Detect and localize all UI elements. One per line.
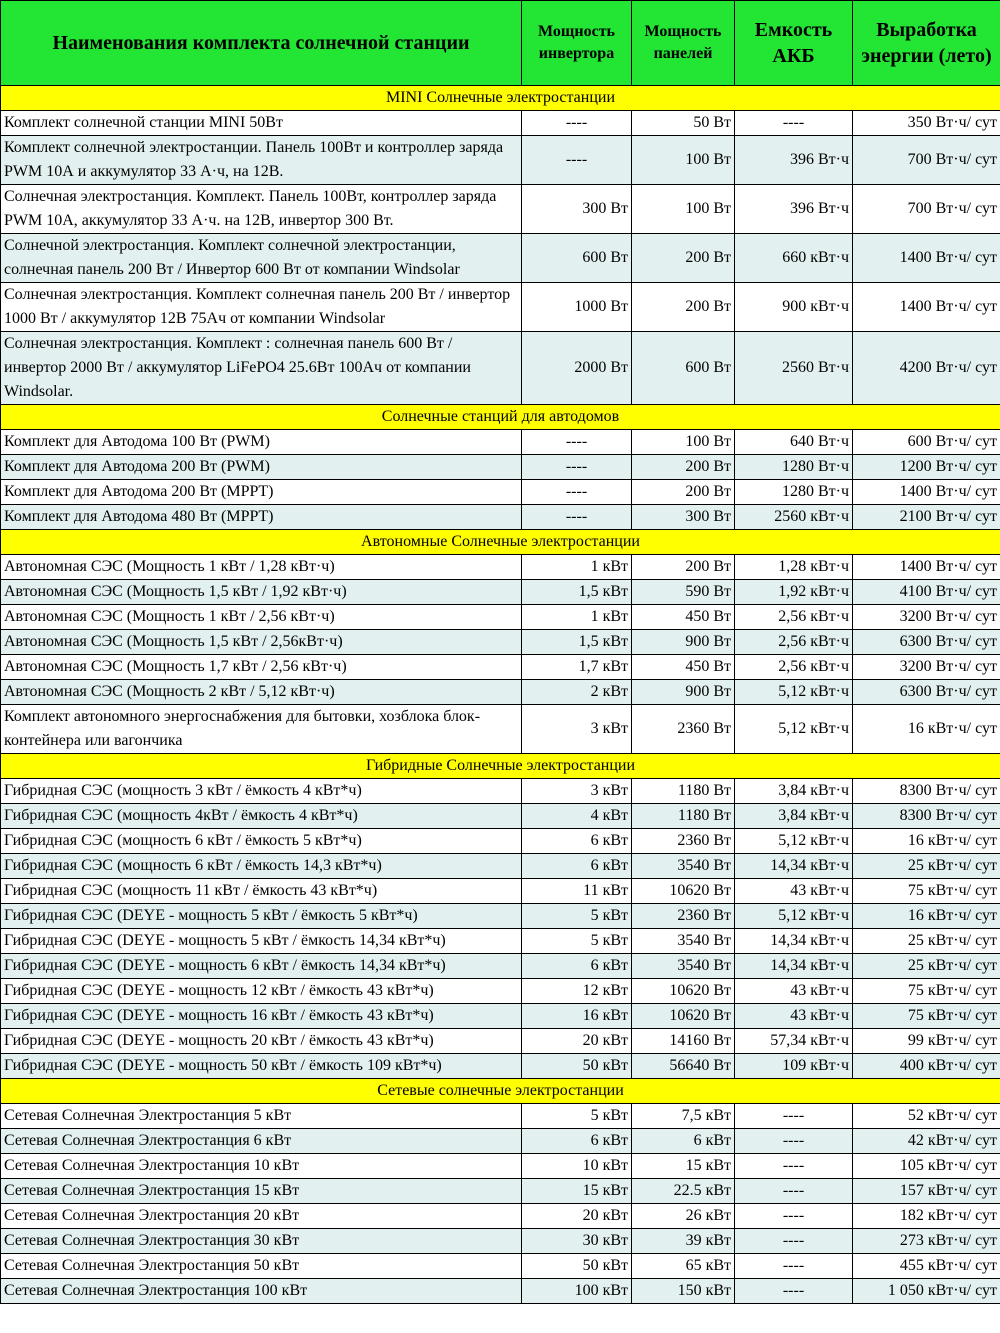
cell-energy: 2100 Вт·ч/ сут — [853, 505, 1000, 530]
cell-battery: ---- — [735, 1129, 853, 1154]
cell-panels: 450 Вт — [632, 655, 735, 680]
cell-battery: 1280 Вт·ч — [735, 480, 853, 505]
cell-energy: 25 кВт·ч/ сут — [853, 929, 1000, 954]
section-title: Сетевые солнечные электростанции — [1, 1079, 1000, 1104]
cell-name: Солнечной электростанция. Комплект солнечной электростанции, солнечная панель 200 Вт / Инвертор 600 Вт от компании Windsolar — [1, 234, 522, 283]
cell-energy: 8300 Вт·ч/ сут — [853, 804, 1000, 829]
cell-panels: 10620 Вт — [632, 1004, 735, 1029]
table-row — [1, 1229, 1000, 1254]
cell-energy: 400 кВт·ч/ сут — [853, 1054, 1000, 1079]
cell-battery: 3,84 кВт·ч — [735, 779, 853, 804]
cell-panels: 2360 Вт — [632, 829, 735, 854]
table-row — [1, 1204, 1000, 1229]
cell-energy: 4100 Вт·ч/ сут — [853, 580, 1000, 605]
table-row — [1, 555, 1000, 580]
cell-battery: ---- — [735, 1254, 853, 1279]
section-title: Солнечные станций для автодомов — [1, 405, 1000, 430]
cell-name: Комплект автономного энергоснабжения для бытовки, хозблока блок-контейнера или вагончика — [1, 705, 522, 754]
cell-energy: 105 кВт·ч/ сут — [853, 1154, 1000, 1179]
table-row — [1, 1254, 1000, 1279]
cell-energy: 700 Вт·ч/ сут — [853, 136, 1000, 185]
cell-battery: 2,56 кВт·ч — [735, 630, 853, 655]
table-row — [1, 1129, 1000, 1154]
cell-energy: 16 кВт·ч/ сут — [853, 904, 1000, 929]
cell-inverter: 2000 Вт — [522, 332, 632, 405]
cell-panels: 65 кВт — [632, 1254, 735, 1279]
cell-battery: 14,34 кВт·ч — [735, 929, 853, 954]
table-row — [1, 1054, 1000, 1079]
cell-inverter: 6 кВт — [522, 829, 632, 854]
cell-inverter: ---- — [522, 480, 632, 505]
cell-energy: 1400 Вт·ч/ сут — [853, 480, 1000, 505]
table-header — [1, 1, 1000, 86]
cell-battery: 14,34 кВт·ч — [735, 954, 853, 979]
cell-energy: 75 кВт·ч/ сут — [853, 879, 1000, 904]
cell-battery: ---- — [735, 1154, 853, 1179]
table-row — [1, 1154, 1000, 1179]
cell-energy: 700 Вт·ч/ сут — [853, 185, 1000, 234]
cell-name: Солнечная электростанция. Комплект солнечная панель 200 Вт / инвертор 1000 Вт / аккумулятор 12В 75Ач от компании Windsolar — [1, 283, 522, 332]
cell-panels: 3540 Вт — [632, 929, 735, 954]
section-header-row — [1, 530, 1000, 555]
cell-name: Гибридная СЭС (DEYE - мощность 12 кВт / ёмкость 43 кВт*ч) — [1, 979, 522, 1004]
cell-panels: 200 Вт — [632, 283, 735, 332]
cell-battery: 640 Вт·ч — [735, 430, 853, 455]
cell-name: Автономная СЭС (Мощность 1,5 кВт / 2,56кВт·ч) — [1, 630, 522, 655]
cell-energy: 6300 Вт·ч/ сут — [853, 630, 1000, 655]
cell-battery: 5,12 кВт·ч — [735, 829, 853, 854]
cell-energy: 1400 Вт·ч/ сут — [853, 283, 1000, 332]
cell-inverter: 16 кВт — [522, 1004, 632, 1029]
cell-inverter: 6 кВт — [522, 854, 632, 879]
cell-battery: 43 кВт·ч — [735, 979, 853, 1004]
cell-inverter: ---- — [522, 136, 632, 185]
table-row — [1, 954, 1000, 979]
cell-inverter: 2 кВт — [522, 680, 632, 705]
header-energy: Выработка энергии (лето) — [853, 1, 1000, 86]
cell-inverter: 600 Вт — [522, 234, 632, 283]
cell-name: Сетевая Солнечная Электростанция 5 кВт — [1, 1104, 522, 1129]
table-row — [1, 430, 1000, 455]
cell-energy: 1400 Вт·ч/ сут — [853, 555, 1000, 580]
cell-name: Сетевая Солнечная Электростанция 20 кВт — [1, 1204, 522, 1229]
table-row — [1, 1029, 1000, 1054]
cell-panels: 3540 Вт — [632, 854, 735, 879]
cell-inverter: ---- — [522, 430, 632, 455]
cell-energy: 4200 Вт·ч/ сут — [853, 332, 1000, 405]
cell-name: Солнечная электростанция. Комплект. Панель 100Вт, контроллер заряда PWM 10А, аккумулятор 33 А·ч. на 12В, инвертор 300 Вт. — [1, 185, 522, 234]
cell-energy: 8300 Вт·ч/ сут — [853, 779, 1000, 804]
cell-name: Гибридная СЭС (мощность 3 кВт / ёмкость 4 кВт*ч) — [1, 779, 522, 804]
section-title: Гибридные Солнечные электростанции — [1, 754, 1000, 779]
table-row — [1, 705, 1000, 754]
cell-inverter: 4 кВт — [522, 804, 632, 829]
cell-name: Сетевая Солнечная Электростанция 100 кВт — [1, 1279, 522, 1304]
cell-battery: 900 кВт·ч — [735, 283, 853, 332]
cell-panels: 200 Вт — [632, 234, 735, 283]
cell-panels: 200 Вт — [632, 480, 735, 505]
cell-battery: 396 Вт·ч — [735, 185, 853, 234]
table-row — [1, 480, 1000, 505]
cell-name: Комплект солнечной электростанции. Панель 100Вт и контроллер заряда PWM 10А и аккумулятор 33 А·ч, на 12В. — [1, 136, 522, 185]
cell-inverter: 5 кВт — [522, 1104, 632, 1129]
table-row — [1, 879, 1000, 904]
cell-panels: 56640 Вт — [632, 1054, 735, 1079]
cell-panels: 10620 Вт — [632, 879, 735, 904]
cell-energy: 600 Вт·ч/ сут — [853, 430, 1000, 455]
cell-name: Комплект солнечной станции MINI 50Вт — [1, 111, 522, 136]
cell-panels: 100 Вт — [632, 185, 735, 234]
cell-battery: 1,92 кВт·ч — [735, 580, 853, 605]
cell-inverter: 50 кВт — [522, 1254, 632, 1279]
table-row — [1, 455, 1000, 480]
cell-energy: 455 кВт·ч/ сут — [853, 1254, 1000, 1279]
cell-energy: 6300 Вт·ч/ сут — [853, 680, 1000, 705]
cell-energy: 350 Вт·ч/ сут — [853, 111, 1000, 136]
section-title: Автономные Солнечные электростанции — [1, 530, 1000, 555]
cell-panels: 50 Вт — [632, 111, 735, 136]
table-row — [1, 779, 1000, 804]
table-row — [1, 804, 1000, 829]
cell-inverter: 5 кВт — [522, 929, 632, 954]
cell-inverter: 20 кВт — [522, 1204, 632, 1229]
cell-energy: 75 кВт·ч/ сут — [853, 1004, 1000, 1029]
table-row — [1, 111, 1000, 136]
cell-name: Гибридная СЭС (DEYE - мощность 20 кВт / ёмкость 43 кВт*ч) — [1, 1029, 522, 1054]
cell-panels: 3540 Вт — [632, 954, 735, 979]
cell-battery: 1280 Вт·ч — [735, 455, 853, 480]
cell-panels: 2360 Вт — [632, 705, 735, 754]
cell-battery: 14,34 кВт·ч — [735, 854, 853, 879]
cell-name: Автономная СЭС (Мощность 2 кВт / 5,12 кВт·ч) — [1, 680, 522, 705]
cell-energy: 157 кВт·ч/ сут — [853, 1179, 1000, 1204]
table-row — [1, 680, 1000, 705]
cell-name: Гибридная СЭС (мощность 11 кВт / ёмкость 43 кВт*ч) — [1, 879, 522, 904]
cell-inverter: 5 кВт — [522, 904, 632, 929]
cell-battery: ---- — [735, 111, 853, 136]
section-header-row — [1, 1079, 1000, 1104]
cell-panels: 900 Вт — [632, 680, 735, 705]
cell-inverter: 30 кВт — [522, 1229, 632, 1254]
cell-inverter: ---- — [522, 455, 632, 480]
table-row — [1, 283, 1000, 332]
cell-battery: ---- — [735, 1229, 853, 1254]
cell-battery: 43 кВт·ч — [735, 1004, 853, 1029]
cell-panels: 100 Вт — [632, 430, 735, 455]
cell-panels: 26 кВт — [632, 1204, 735, 1229]
table-row — [1, 580, 1000, 605]
cell-name: Сетевая Солнечная Электростанция 50 кВт — [1, 1254, 522, 1279]
cell-energy: 182 кВт·ч/ сут — [853, 1204, 1000, 1229]
cell-inverter: 300 Вт — [522, 185, 632, 234]
table-row — [1, 332, 1000, 405]
cell-panels: 22.5 кВт — [632, 1179, 735, 1204]
cell-name: Гибридная СЭС (мощность 6 кВт / ёмкость 5 кВт*ч) — [1, 829, 522, 854]
cell-panels: 200 Вт — [632, 455, 735, 480]
cell-name: Гибридная СЭС (DEYE - мощность 50 кВт / ёмкость 109 кВт*ч) — [1, 1054, 522, 1079]
table-row — [1, 1104, 1000, 1129]
cell-battery: 109 кВт·ч — [735, 1054, 853, 1079]
section-header-row — [1, 405, 1000, 430]
cell-battery: 1,28 кВт·ч — [735, 555, 853, 580]
cell-inverter: 1 кВт — [522, 555, 632, 580]
cell-panels: 6 кВт — [632, 1129, 735, 1154]
cell-inverter: ---- — [522, 505, 632, 530]
cell-energy: 52 кВт·ч/ сут — [853, 1104, 1000, 1129]
table-row — [1, 1004, 1000, 1029]
cell-panels: 590 Вт — [632, 580, 735, 605]
table-row — [1, 630, 1000, 655]
cell-battery: 2,56 кВт·ч — [735, 655, 853, 680]
table-row — [1, 854, 1000, 879]
cell-name: Автономная СЭС (Мощность 1 кВт / 1,28 кВт·ч) — [1, 555, 522, 580]
cell-name: Гибридная СЭС (мощность 4кВт / ёмкость 4 кВт*ч) — [1, 804, 522, 829]
cell-battery: 2,56 кВт·ч — [735, 605, 853, 630]
cell-name: Комплект для Автодома 200 Вт (MPPT) — [1, 480, 522, 505]
cell-name: Комплект для Автодома 480 Вт (MPPT) — [1, 505, 522, 530]
cell-inverter: 11 кВт — [522, 879, 632, 904]
cell-name: Гибридная СЭС (DEYE - мощность 16 кВт / ёмкость 43 кВт*ч) — [1, 1004, 522, 1029]
cell-energy: 16 кВт·ч/ сут — [853, 829, 1000, 854]
cell-panels: 15 кВт — [632, 1154, 735, 1179]
cell-battery: 3,84 кВт·ч — [735, 804, 853, 829]
cell-panels: 1180 Вт — [632, 804, 735, 829]
cell-inverter: 15 кВт — [522, 1179, 632, 1204]
cell-battery: 5,12 кВт·ч — [735, 680, 853, 705]
cell-inverter: 1,5 кВт — [522, 630, 632, 655]
cell-panels: 7,5 кВт — [632, 1104, 735, 1129]
cell-inverter: 1000 Вт — [522, 283, 632, 332]
cell-name: Гибридная СЭС (мощность 6 кВт / ёмкость 14,3 кВт*ч) — [1, 854, 522, 879]
table-body — [1, 86, 1000, 1304]
section-title: MINI Солнечные электростанции — [1, 86, 1000, 111]
cell-battery: ---- — [735, 1204, 853, 1229]
cell-inverter: 3 кВт — [522, 705, 632, 754]
cell-energy: 16 кВт·ч/ сут — [853, 705, 1000, 754]
cell-battery: 2560 Вт·ч — [735, 332, 853, 405]
cell-panels: 900 Вт — [632, 630, 735, 655]
cell-inverter: 12 кВт — [522, 979, 632, 1004]
cell-energy: 1200 Вт·ч/ сут — [853, 455, 1000, 480]
table-row — [1, 979, 1000, 1004]
cell-energy: 25 кВт·ч/ сут — [853, 854, 1000, 879]
cell-name: Автономная СЭС (Мощность 1,5 кВт / 1,92 кВт·ч) — [1, 580, 522, 605]
cell-name: Сетевая Солнечная Электростанция 15 кВт — [1, 1179, 522, 1204]
cell-panels: 200 Вт — [632, 555, 735, 580]
cell-inverter: 1,7 кВт — [522, 655, 632, 680]
cell-name: Гибридная СЭС (DEYE - мощность 6 кВт / ёмкость 14,34 кВт*ч) — [1, 954, 522, 979]
cell-inverter: 100 кВт — [522, 1279, 632, 1304]
cell-inverter: 6 кВт — [522, 1129, 632, 1154]
cell-panels: 300 Вт — [632, 505, 735, 530]
cell-name: Автономная СЭС (Мощность 1 кВт / 2,56 кВт·ч) — [1, 605, 522, 630]
cell-inverter: 1 кВт — [522, 605, 632, 630]
cell-name: Сетевая Солнечная Электростанция 10 кВт — [1, 1154, 522, 1179]
cell-battery: 660 кВт·ч — [735, 234, 853, 283]
cell-energy: 1 050 кВт·ч/ сут — [853, 1279, 1000, 1304]
cell-inverter: 50 кВт — [522, 1054, 632, 1079]
cell-battery: ---- — [735, 1104, 853, 1129]
cell-name: Автономная СЭС (Мощность 1,7 кВт / 2,56 кВт·ч) — [1, 655, 522, 680]
table-row — [1, 234, 1000, 283]
table-row — [1, 929, 1000, 954]
cell-panels: 1180 Вт — [632, 779, 735, 804]
cell-panels: 2360 Вт — [632, 904, 735, 929]
cell-inverter: ---- — [522, 111, 632, 136]
cell-energy: 42 кВт·ч/ сут — [853, 1129, 1000, 1154]
table-row — [1, 185, 1000, 234]
cell-name: Гибридная СЭС (DEYE - мощность 5 кВт / ёмкость 14,34 кВт*ч) — [1, 929, 522, 954]
cell-panels: 10620 Вт — [632, 979, 735, 1004]
header-battery: Емкость АКБ — [735, 1, 853, 86]
header-inverter: Мощность инвертора — [522, 1, 632, 86]
cell-energy: 99 кВт·ч/ сут — [853, 1029, 1000, 1054]
cell-name: Солнечная электростанция. Комплект : солнечная панель 600 Вт / инвертор 2000 Вт / аккумулятор LiFePO4 25.6Вт 100Ач от компании Windsolar. — [1, 332, 522, 405]
cell-panels: 100 Вт — [632, 136, 735, 185]
cell-panels: 39 кВт — [632, 1229, 735, 1254]
cell-name: Гибридная СЭС (DEYE - мощность 5 кВт / ёмкость 5 кВт*ч) — [1, 904, 522, 929]
header-panels: Мощность панелей — [632, 1, 735, 86]
cell-panels: 14160 Вт — [632, 1029, 735, 1054]
section-header-row — [1, 86, 1000, 111]
table-row — [1, 1279, 1000, 1304]
cell-battery: 5,12 кВт·ч — [735, 705, 853, 754]
cell-inverter: 10 кВт — [522, 1154, 632, 1179]
table-row — [1, 904, 1000, 929]
cell-energy: 3200 Вт·ч/ сут — [853, 655, 1000, 680]
header-name: Наименования комплекта солнечной станции — [1, 1, 522, 86]
cell-inverter: 3 кВт — [522, 779, 632, 804]
cell-energy: 3200 Вт·ч/ сут — [853, 605, 1000, 630]
cell-inverter: 6 кВт — [522, 954, 632, 979]
cell-panels: 450 Вт — [632, 605, 735, 630]
cell-battery: 2560 кВт·ч — [735, 505, 853, 530]
cell-battery: 5,12 кВт·ч — [735, 904, 853, 929]
table-row — [1, 655, 1000, 680]
cell-inverter: 20 кВт — [522, 1029, 632, 1054]
table-row — [1, 1179, 1000, 1204]
cell-battery: 43 кВт·ч — [735, 879, 853, 904]
section-header-row — [1, 754, 1000, 779]
table-row — [1, 829, 1000, 854]
cell-energy: 1400 Вт·ч/ сут — [853, 234, 1000, 283]
cell-battery: ---- — [735, 1279, 853, 1304]
cell-inverter: 1,5 кВт — [522, 580, 632, 605]
cell-name: Сетевая Солнечная Электростанция 6 кВт — [1, 1129, 522, 1154]
cell-panels: 600 Вт — [632, 332, 735, 405]
table-row — [1, 136, 1000, 185]
cell-energy: 273 кВт·ч/ сут — [853, 1229, 1000, 1254]
cell-battery: 396 Вт·ч — [735, 136, 853, 185]
cell-battery: 57,34 кВт·ч — [735, 1029, 853, 1054]
table-row — [1, 605, 1000, 630]
table-row — [1, 505, 1000, 530]
cell-name: Комплект для Автодома 200 Вт (PWM) — [1, 455, 522, 480]
cell-name: Сетевая Солнечная Электростанция 30 кВт — [1, 1229, 522, 1254]
cell-energy: 75 кВт·ч/ сут — [853, 979, 1000, 1004]
cell-energy: 25 кВт·ч/ сут — [853, 954, 1000, 979]
cell-battery: ---- — [735, 1179, 853, 1204]
cell-name: Комплект для Автодома 100 Вт (PWM) — [1, 430, 522, 455]
cell-panels: 150 кВт — [632, 1279, 735, 1304]
